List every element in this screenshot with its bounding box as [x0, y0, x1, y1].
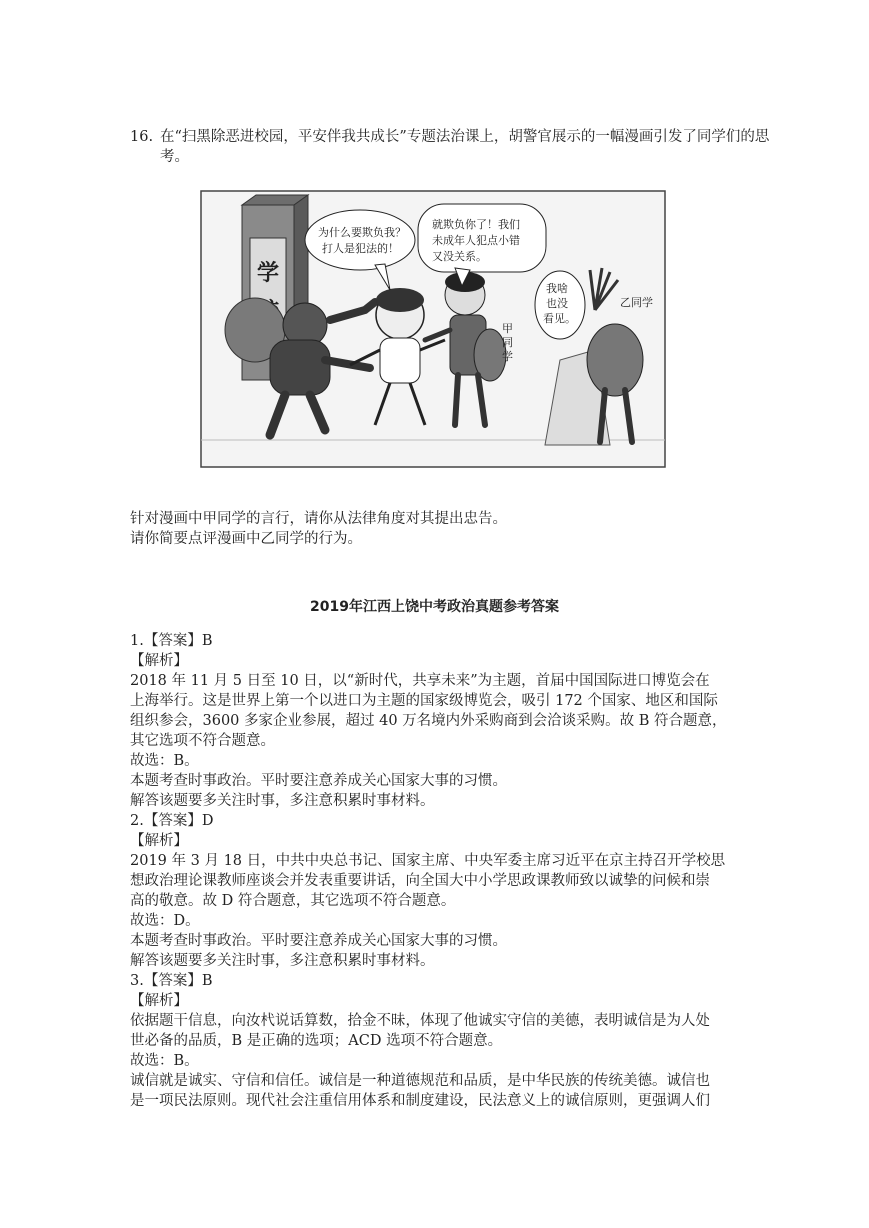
thought-bubble-yi: [535, 271, 585, 339]
answer-line: 本题考查时事政治。平时要注意养成关心国家大事的习惯。: [130, 773, 507, 789]
answer-line: 3.【答案】B: [130, 973, 213, 989]
bubble-2-line-1: 就欺负你了！我们: [432, 218, 520, 231]
answer-line: 2019 年 3 月 18 日，中共中央总书记、国家主席、中央军委主席习近平在京主持召开学校思: [130, 853, 726, 869]
bubble-3-line-2: 也没: [546, 297, 568, 310]
answer-line: 1.【答案】B: [130, 633, 213, 649]
answer-line: 故选：B。: [130, 753, 199, 769]
question-16-part-1: 针对漫画中甲同学的言行，请你从法律角度对其提出忠告。: [130, 511, 507, 527]
answer-line: 上海举行。这是世界上第一个以进口为主题的国家级博览会，吸引 172 个国家、地区和国际: [130, 693, 718, 709]
answer-key-title: 2019年江西上饶中考政治真题参考答案: [310, 599, 559, 615]
bubble-1-line-1: 为什么要欺负我？: [318, 226, 406, 239]
answer-line: 故选：D。: [130, 913, 200, 929]
question-number: 16.: [130, 129, 154, 145]
answer-line: 故选：B。: [130, 1053, 199, 1069]
bubble-2-line-2: 未成年人犯点小错: [432, 234, 520, 247]
bubble-3-line-3: 看见。: [543, 312, 576, 325]
answer-line: 解答该题要多关注时事，多注意积累时事材料。: [130, 793, 435, 809]
answer-line: 2.【答案】D: [130, 813, 214, 829]
jia-label-char-1: 甲: [502, 322, 513, 335]
answer-line: 【解析】: [130, 833, 188, 849]
answer-line: 是一项民法原则。现代社会注重信用体系和制度建设，民法意义上的诚信原则，更强调人们: [130, 1093, 710, 1109]
jia-label-char-3: 学: [502, 350, 513, 363]
answer-line: 高的敬意。故 D 符合题意，其它选项不符合题意。: [130, 893, 456, 909]
school-sign-char-1: 学: [256, 261, 280, 286]
bubble-1-line-2: 打人是犯法的！: [322, 242, 399, 255]
answer-line: 世必备的品质，B 是正确的选项；ACD 选项不符合题意。: [130, 1033, 503, 1049]
answer-line: 2018 年 11 月 5 日至 10 日，以“新时代，共享未来”为主题，首届中国国际进口博览会在: [130, 673, 710, 689]
answer-line: 其它选项不符合题意。: [130, 733, 275, 749]
answer-line: 依据题干信息，向汝杙说话算数，拾金不昧，体现了他诚实守信的美德，表明诚信是为人处: [130, 1013, 710, 1029]
question-16-part-2: 请你简要点评漫画中乙同学的行为。: [130, 531, 362, 547]
answer-line: 本题考查时事政治。平时要注意养成关心国家大事的习惯。: [130, 933, 507, 949]
answer-line: 想政治理论课教师座谈会并发表重要讲话，向全国大中小学思政课教师致以诚挚的问候和崇: [130, 873, 710, 889]
answer-line: 组织参会，3600 多家企业参展，超过 40 万名境内外采购商到会洽谈采购。故 B 符合题意，: [130, 713, 727, 729]
jia-label-char-2: 同: [502, 336, 513, 349]
answer-line: 解答该题要多关注时事，多注意积累时事材料。: [130, 953, 435, 969]
comic-illustration: [200, 190, 666, 468]
yi-label: 乙同学: [620, 296, 653, 309]
bubble-3-line-1: 我啥: [546, 282, 568, 295]
answer-line: 【解析】: [130, 653, 188, 669]
answer-line: 【解析】: [130, 993, 188, 1009]
answer-line: 诚信就是诚实、守信和信任。诚信是一种道德规范和品质，是中华民族的传统美德。诚信也: [130, 1073, 710, 1089]
question-stem: 在“扫黑除恶进校园，平安伴我共成长”专题法治课上，胡警官展示的一幅漫画引发了同学们的思考。: [160, 129, 770, 165]
bubble-2-line-3: 又没关系。: [432, 250, 487, 263]
